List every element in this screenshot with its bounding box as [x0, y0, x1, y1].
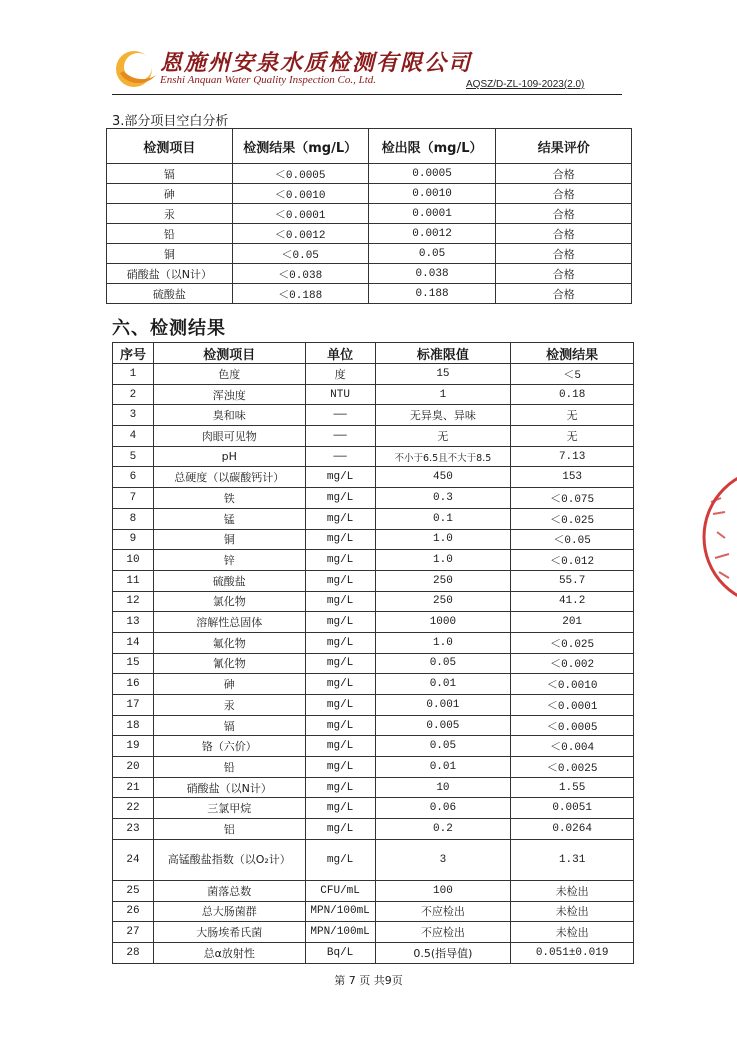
table-row: [107, 164, 632, 184]
unit-cell: mg/L: [305, 529, 375, 550]
evaluation-cell: 合格: [496, 184, 632, 204]
item-cell: 氰化物: [153, 653, 305, 674]
item-cell: 肉眼可见物: [153, 426, 305, 447]
limit-cell: 0.005: [375, 715, 511, 736]
item-cell: 铅: [107, 224, 233, 244]
limit-cell: 1.0: [375, 529, 511, 550]
limit-cell: 无: [375, 426, 511, 447]
item-cell: 总α放射性: [153, 942, 305, 963]
column-header: 检测项目: [153, 343, 305, 364]
table-header-row: [113, 343, 634, 364]
unit-cell: mg/L: [305, 695, 375, 716]
header-divider: [112, 94, 622, 95]
column-header: 结果评价: [496, 129, 632, 164]
table-row: [113, 426, 634, 447]
limit-cell: 0.5(指导值): [375, 942, 511, 963]
unit-cell: mg/L: [305, 757, 375, 778]
company-name-cn: 恩施州安泉水质检测有限公司: [160, 50, 473, 76]
limit-cell: 10: [375, 777, 511, 798]
evaluation-cell: 合格: [496, 264, 632, 284]
limit-cell: 0.01: [375, 674, 511, 695]
unit-cell: ——: [305, 446, 375, 467]
table-row: [113, 632, 634, 653]
unit-cell: Bq/L: [305, 942, 375, 963]
item-cell: 硝酸盐（以N计）: [153, 777, 305, 798]
result-cell: 55.7: [511, 570, 634, 591]
table-row: [113, 653, 634, 674]
result-cell: ＜0.188: [232, 284, 368, 304]
index-cell: 10: [113, 550, 154, 571]
table-row: [113, 529, 634, 550]
result-cell: ＜0.0010: [232, 184, 368, 204]
index-cell: 7: [113, 488, 154, 509]
result-cell: 无: [511, 405, 634, 426]
unit-cell: mg/L: [305, 591, 375, 612]
item-cell: 砷: [107, 184, 233, 204]
unit-cell: mg/L: [305, 612, 375, 633]
result-cell: ＜0.0005: [232, 164, 368, 184]
column-header: 标准限值: [375, 343, 511, 364]
index-cell: 12: [113, 591, 154, 612]
column-header: 单位: [305, 343, 375, 364]
table-row: [113, 880, 634, 901]
result-cell: ＜0.0005: [511, 715, 634, 736]
item-cell: 三氯甲烷: [153, 798, 305, 819]
item-cell: 铅: [153, 757, 305, 778]
test-results-table: [112, 342, 634, 964]
unit-cell: mg/L: [305, 508, 375, 529]
table-row: [113, 488, 634, 509]
index-cell: 25: [113, 880, 154, 901]
limit-cell: 0.1: [375, 508, 511, 529]
table-row: [113, 674, 634, 695]
index-cell: 23: [113, 819, 154, 840]
unit-cell: mg/L: [305, 570, 375, 591]
item-cell: 硝酸盐（以N计）: [107, 264, 233, 284]
result-cell: ＜0.0012: [232, 224, 368, 244]
limit-cell: 无异臭、异味: [375, 405, 511, 426]
table-row: [113, 467, 634, 488]
result-cell: ＜0.0001: [232, 204, 368, 224]
item-cell: 总大肠菌群: [153, 901, 305, 922]
column-header: 检测项目: [107, 129, 233, 164]
section6-title: 六、检测结果: [112, 318, 226, 339]
table-row: [113, 715, 634, 736]
table-row: [113, 736, 634, 757]
item-cell: 氯化物: [153, 591, 305, 612]
unit-cell: mg/L: [305, 839, 375, 880]
index-cell: 18: [113, 715, 154, 736]
table-row: [113, 942, 634, 963]
table-row: [107, 264, 632, 284]
result-cell: 0.18: [511, 384, 634, 405]
limit-cell: 0.05: [375, 736, 511, 757]
item-cell: 铁: [153, 488, 305, 509]
unit-cell: mg/L: [305, 488, 375, 509]
result-cell: 41.2: [511, 591, 634, 612]
index-cell: 21: [113, 777, 154, 798]
company-seal-stamp: [697, 462, 737, 612]
item-cell: 镉: [153, 715, 305, 736]
result-cell: ＜0.004: [511, 736, 634, 757]
result-cell: ＜0.05: [232, 244, 368, 264]
limit-cell: 1.0: [375, 632, 511, 653]
company-name-en: Enshi Anquan Water Quality Inspection Co., Ltd.: [160, 74, 377, 86]
index-cell: 2: [113, 384, 154, 405]
limit-cell: 1: [375, 384, 511, 405]
table-row: [107, 224, 632, 244]
unit-cell: ——: [305, 405, 375, 426]
table-row: [113, 819, 634, 840]
evaluation-cell: 合格: [496, 224, 632, 244]
unit-cell: NTU: [305, 384, 375, 405]
result-cell: ＜0.012: [511, 550, 634, 571]
limit-cell: 不小于6.5且不大于8.5: [375, 446, 511, 467]
index-cell: 5: [113, 446, 154, 467]
evaluation-cell: 合格: [496, 284, 632, 304]
index-cell: 11: [113, 570, 154, 591]
result-cell: 未检出: [511, 880, 634, 901]
unit-cell: ——: [305, 426, 375, 447]
index-cell: 1: [113, 364, 154, 385]
result-cell: ＜0.0025: [511, 757, 634, 778]
table-row: [113, 508, 634, 529]
result-cell: ＜0.05: [511, 529, 634, 550]
table-header-row: [107, 129, 632, 164]
table-row: [113, 901, 634, 922]
result-cell: ＜0.025: [511, 632, 634, 653]
column-header: 序号: [113, 343, 154, 364]
evaluation-cell: 合格: [496, 244, 632, 264]
item-cell: 锰: [153, 508, 305, 529]
limit-cell: 1.0: [375, 550, 511, 571]
table-row: [113, 446, 634, 467]
table-row: [107, 244, 632, 264]
blank-analysis-table: [106, 128, 632, 304]
unit-cell: mg/L: [305, 798, 375, 819]
item-cell: 镉: [107, 164, 233, 184]
item-cell: 大肠埃希氏菌: [153, 922, 305, 943]
index-cell: 24: [113, 839, 154, 880]
index-cell: 3: [113, 405, 154, 426]
table-row: [113, 364, 634, 385]
unit-cell: CFU/mL: [305, 880, 375, 901]
result-cell: 0.0051: [511, 798, 634, 819]
item-cell: 铬（六价）: [153, 736, 305, 757]
limit-cell: 450: [375, 467, 511, 488]
evaluation-cell: 合格: [496, 164, 632, 184]
limit-cell: 100: [375, 880, 511, 901]
item-cell: pH: [153, 446, 305, 467]
index-cell: 16: [113, 674, 154, 695]
limit-cell: 1000: [375, 612, 511, 633]
table-row: [113, 612, 634, 633]
limit-cell: 不应检出: [375, 922, 511, 943]
detection-limit-cell: 0.0005: [368, 164, 496, 184]
index-cell: 17: [113, 695, 154, 716]
page-number: 第 7 页 共9页: [334, 974, 403, 987]
item-cell: 氟化物: [153, 632, 305, 653]
table-row: [113, 922, 634, 943]
item-cell: 硫酸盐: [153, 570, 305, 591]
unit-cell: 度: [305, 364, 375, 385]
table-row: [113, 550, 634, 571]
unit-cell: mg/L: [305, 715, 375, 736]
result-cell: 0.0264: [511, 819, 634, 840]
unit-cell: mg/L: [305, 819, 375, 840]
item-cell: 汞: [153, 695, 305, 716]
index-cell: 19: [113, 736, 154, 757]
result-cell: 0.051±0.019: [511, 942, 634, 963]
item-cell: 锌: [153, 550, 305, 571]
unit-cell: mg/L: [305, 550, 375, 571]
column-header: 检测结果: [511, 343, 634, 364]
index-cell: 14: [113, 632, 154, 653]
item-cell: 溶解性总固体: [153, 612, 305, 633]
unit-cell: MPN/100mL: [305, 922, 375, 943]
index-cell: 26: [113, 901, 154, 922]
detection-limit-cell: 0.05: [368, 244, 496, 264]
index-cell: 15: [113, 653, 154, 674]
unit-cell: mg/L: [305, 736, 375, 757]
result-cell: 1.31: [511, 839, 634, 880]
detection-limit-cell: 0.0010: [368, 184, 496, 204]
index-cell: 28: [113, 942, 154, 963]
limit-cell: 0.06: [375, 798, 511, 819]
table-row: [107, 204, 632, 224]
item-cell: 浑浊度: [153, 384, 305, 405]
section3-title: 3.部分项目空白分析: [112, 114, 229, 129]
limit-cell: 0.01: [375, 757, 511, 778]
index-cell: 27: [113, 922, 154, 943]
column-header: 检测结果（mg/L）: [232, 129, 368, 164]
item-cell: 砷: [153, 674, 305, 695]
index-cell: 20: [113, 757, 154, 778]
result-cell: 1.55: [511, 777, 634, 798]
index-cell: 22: [113, 798, 154, 819]
detection-limit-cell: 0.0001: [368, 204, 496, 224]
table-row: [113, 777, 634, 798]
item-cell: 铝: [153, 819, 305, 840]
table-row: [113, 798, 634, 819]
result-cell: ＜0.025: [511, 508, 634, 529]
unit-cell: mg/L: [305, 777, 375, 798]
index-cell: 9: [113, 529, 154, 550]
item-cell: 铜: [153, 529, 305, 550]
result-cell: ＜0.0010: [511, 674, 634, 695]
table-row: [107, 184, 632, 204]
index-cell: 4: [113, 426, 154, 447]
table-row: [113, 405, 634, 426]
limit-cell: 15: [375, 364, 511, 385]
unit-cell: mg/L: [305, 467, 375, 488]
limit-cell: 0.3: [375, 488, 511, 509]
item-cell: 总硬度（以碳酸钙计）: [153, 467, 305, 488]
table-row: [113, 757, 634, 778]
table-row: [113, 695, 634, 716]
item-cell: 铜: [107, 244, 233, 264]
result-cell: ＜5: [511, 364, 634, 385]
document-number: AQSZ/D-ZL-109-2023(2.0): [466, 79, 585, 90]
item-cell: 汞: [107, 204, 233, 224]
limit-cell: 0.001: [375, 695, 511, 716]
result-cell: ＜0.002: [511, 653, 634, 674]
result-cell: ＜0.075: [511, 488, 634, 509]
index-cell: 13: [113, 612, 154, 633]
result-cell: 未检出: [511, 901, 634, 922]
limit-cell: 0.05: [375, 653, 511, 674]
detection-limit-cell: 0.188: [368, 284, 496, 304]
result-cell: 7.13: [511, 446, 634, 467]
item-cell: 高锰酸盐指数（以O₂计）: [153, 839, 305, 880]
table-row: [113, 384, 634, 405]
result-cell: 未检出: [511, 922, 634, 943]
index-cell: 8: [113, 508, 154, 529]
result-cell: 无: [511, 426, 634, 447]
table-row: [113, 839, 634, 880]
item-cell: 色度: [153, 364, 305, 385]
unit-cell: MPN/100mL: [305, 901, 375, 922]
table-row: [113, 591, 634, 612]
unit-cell: mg/L: [305, 674, 375, 695]
limit-cell: 不应检出: [375, 901, 511, 922]
detection-limit-cell: 0.038: [368, 264, 496, 284]
result-cell: 153: [511, 467, 634, 488]
item-cell: 硫酸盐: [107, 284, 233, 304]
evaluation-cell: 合格: [496, 204, 632, 224]
table-row: [107, 284, 632, 304]
item-cell: 臭和味: [153, 405, 305, 426]
detection-limit-cell: 0.0012: [368, 224, 496, 244]
result-cell: ＜0.038: [232, 264, 368, 284]
item-cell: 菌落总数: [153, 880, 305, 901]
result-cell: ＜0.0001: [511, 695, 634, 716]
limit-cell: 250: [375, 570, 511, 591]
table-row: [113, 570, 634, 591]
result-cell: 201: [511, 612, 634, 633]
limit-cell: 3: [375, 839, 511, 880]
unit-cell: mg/L: [305, 653, 375, 674]
column-header: 检出限（mg/L）: [368, 129, 496, 164]
unit-cell: mg/L: [305, 632, 375, 653]
limit-cell: 0.2: [375, 819, 511, 840]
index-cell: 6: [113, 467, 154, 488]
limit-cell: 250: [375, 591, 511, 612]
